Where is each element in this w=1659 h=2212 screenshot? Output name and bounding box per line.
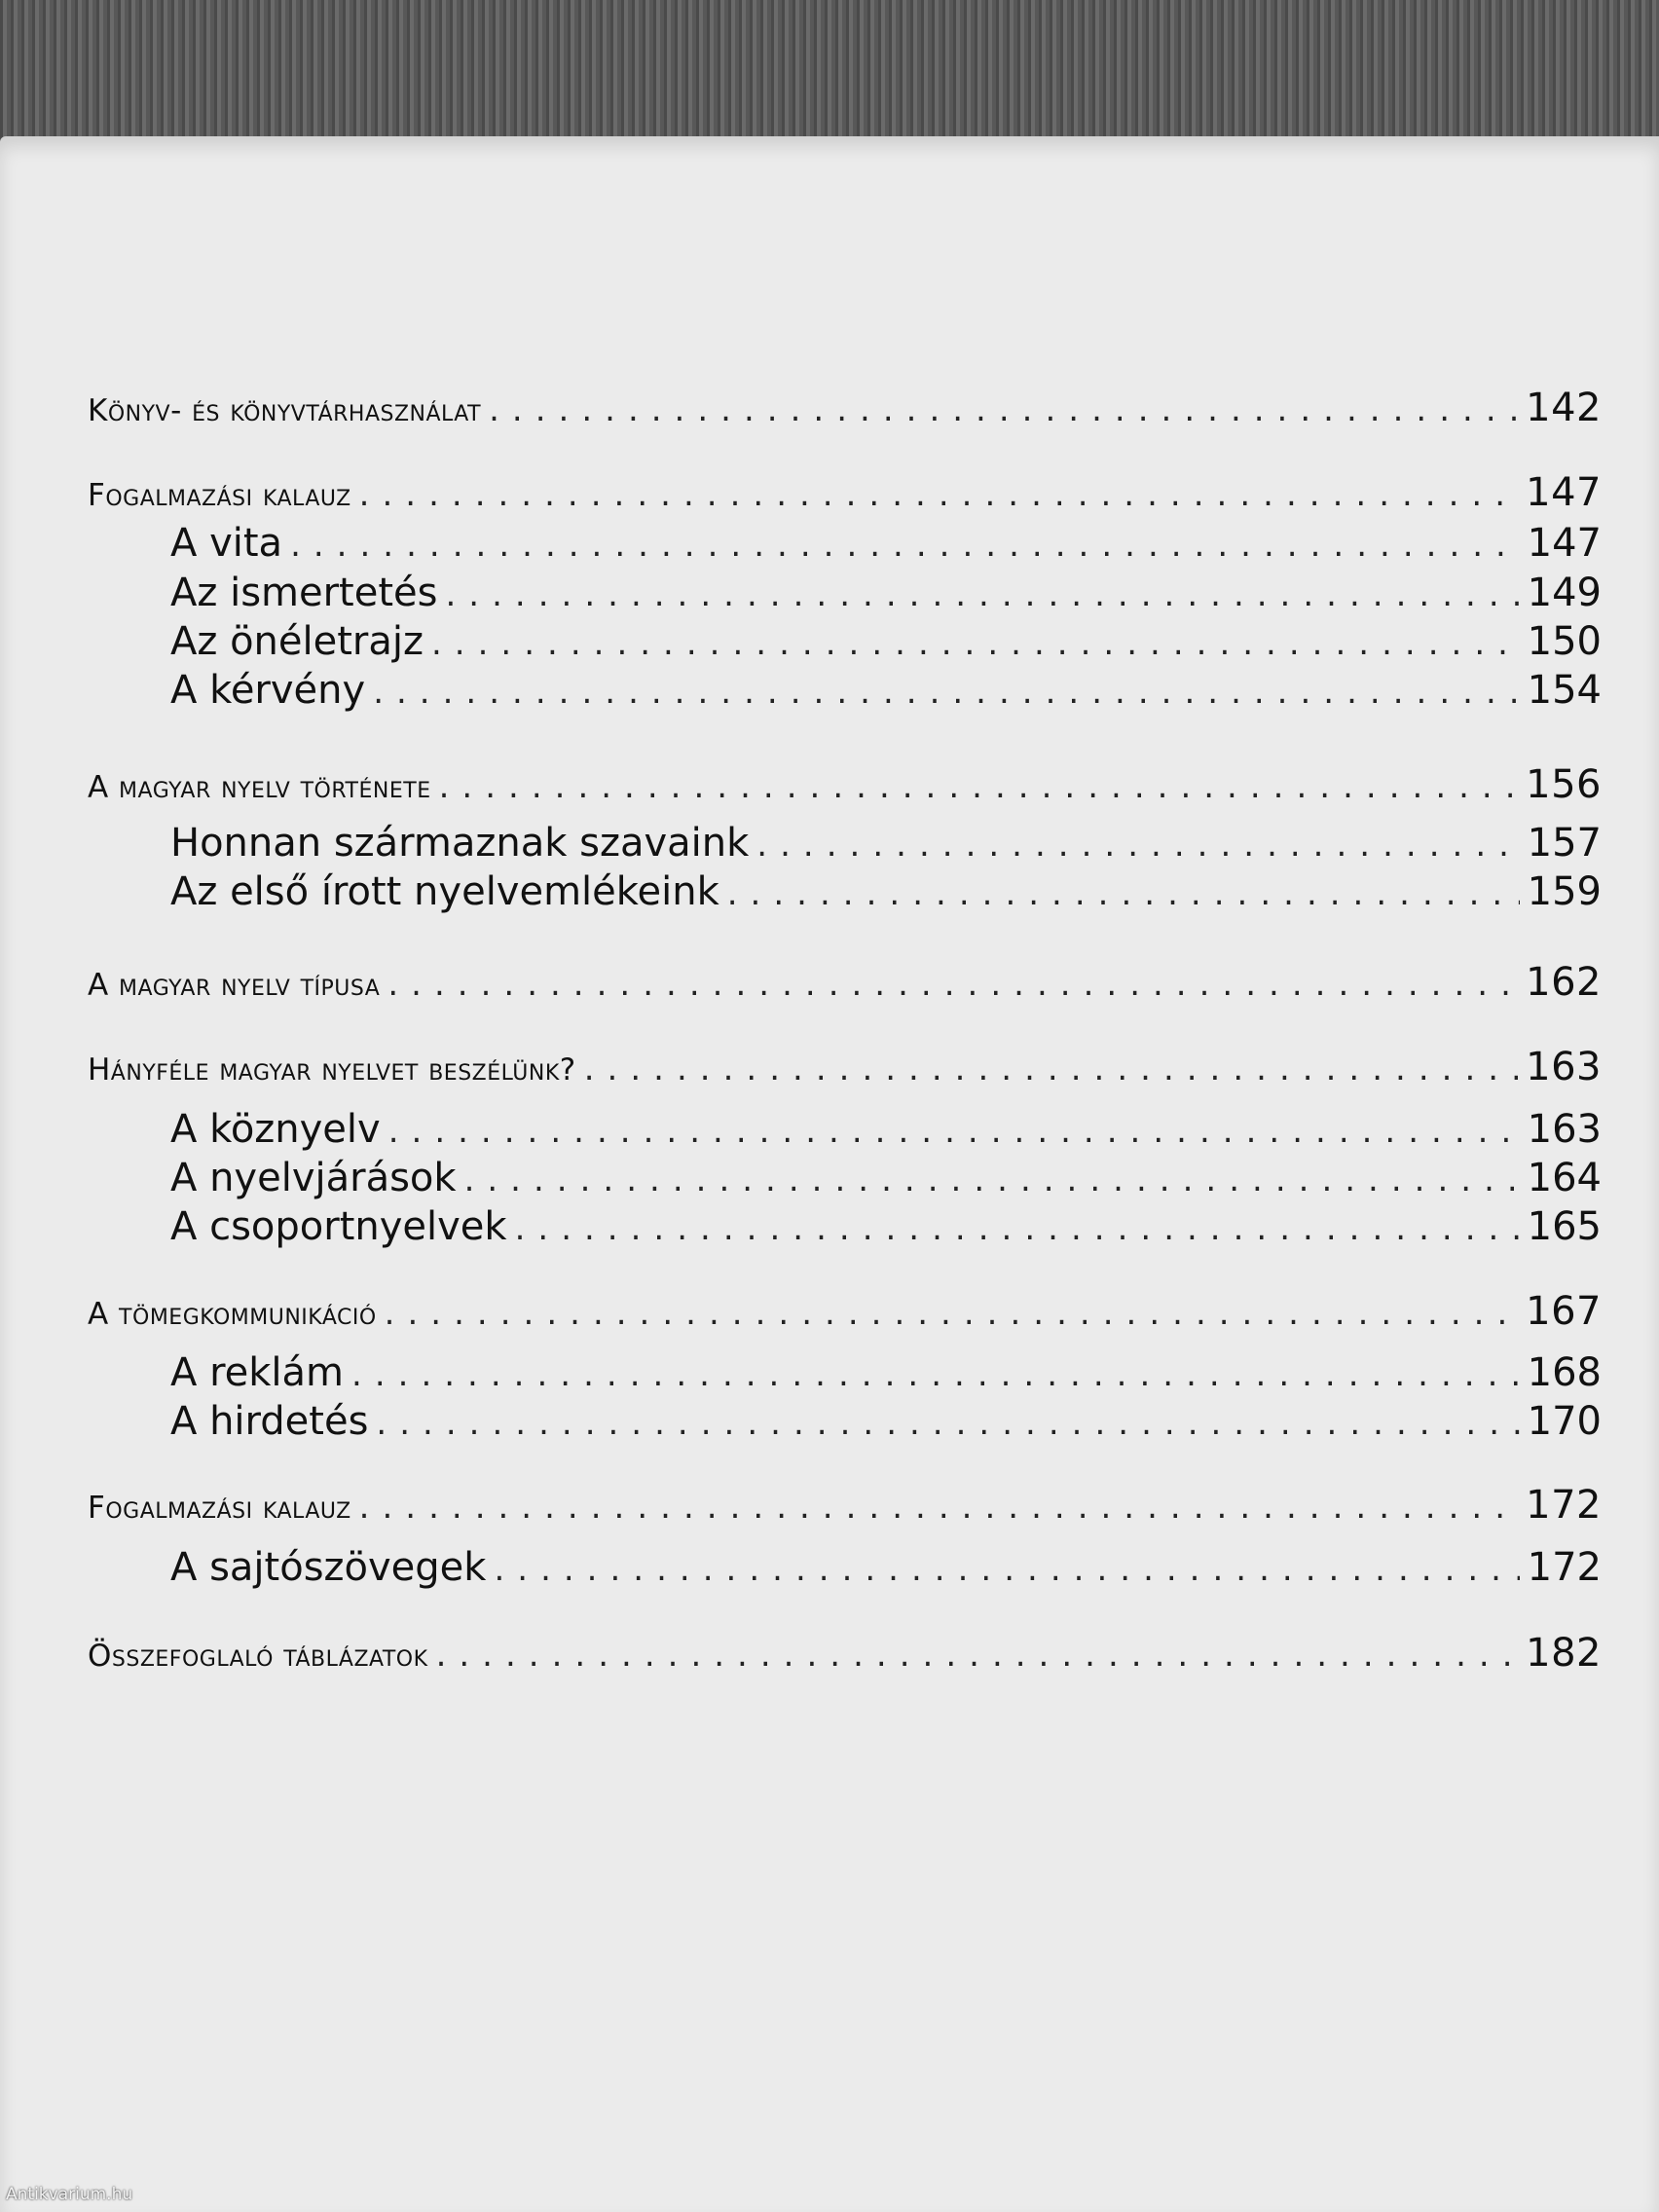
leader-dots — [359, 475, 1518, 514]
toc-entry-page: 154 — [1527, 668, 1602, 713]
leader-dots — [290, 526, 1520, 565]
leader-dots — [436, 1636, 1519, 1675]
toc-entry-page: 150 — [1527, 619, 1602, 664]
toc-entry-title: A magyar nyelv története — [88, 770, 431, 805]
toc-subentry — [170, 1350, 1602, 1395]
toc-subentry — [170, 821, 1602, 866]
toc-entry — [88, 470, 1602, 515]
toc-subentry — [170, 571, 1602, 615]
toc-entry — [88, 1631, 1602, 1676]
toc-entry-page: 149 — [1527, 571, 1602, 615]
toc-entry-title: A vita — [170, 521, 283, 566]
toc-entry-page: 163 — [1526, 1045, 1602, 1089]
leader-dots — [464, 1161, 1520, 1199]
leader-dots — [515, 1209, 1520, 1248]
toc-entry-title: A köznyelv — [170, 1107, 381, 1152]
leader-dots — [351, 1355, 1520, 1394]
toc-subentry — [170, 869, 1602, 914]
toc-entry-page: 163 — [1527, 1107, 1602, 1152]
toc-entry-title: A nyelvjárások — [170, 1156, 457, 1200]
toc-entry-page: 164 — [1527, 1156, 1602, 1200]
leader-dots — [373, 673, 1519, 712]
toc-entry — [88, 1045, 1602, 1089]
toc-subentry — [170, 1156, 1602, 1200]
toc-entry-page: 170 — [1527, 1399, 1602, 1444]
toc-entry-title: A hirdetés — [170, 1399, 369, 1444]
toc-subentry — [170, 1545, 1602, 1590]
toc-entry — [88, 386, 1602, 430]
toc-entry-page: 156 — [1526, 762, 1602, 807]
toc-entry-title: A kérvény — [170, 668, 366, 713]
toc-subentry — [170, 668, 1602, 713]
watermark: Antikvarium.hu — [6, 2185, 133, 2204]
toc-entry-title: A tömegkommunikáció — [88, 1297, 377, 1332]
toc-entry-title: Könyv- és könyvtárhasználat — [88, 393, 482, 428]
toc-entry-title: Az első írott nyelvemlékeink — [170, 869, 719, 914]
toc-subentry — [170, 521, 1602, 566]
leader-dots — [387, 965, 1518, 1004]
toc-entry — [88, 1289, 1602, 1334]
toc-entry-title: A csoportnyelvek — [170, 1204, 507, 1249]
leader-dots — [756, 826, 1519, 865]
toc-entry-title: A magyar nyelv típusa — [88, 968, 381, 1003]
toc-entry-title: Az önéletrajz — [170, 619, 424, 664]
toc-entry-page: 142 — [1526, 386, 1602, 430]
leader-dots — [385, 1294, 1518, 1333]
toc-subentry — [170, 619, 1602, 664]
leader-dots — [727, 874, 1520, 913]
toc-entry — [88, 1483, 1602, 1528]
toc-entry-title: Fogalmazási kalauz — [88, 478, 351, 513]
toc-entry-page: 162 — [1526, 960, 1602, 1005]
toc-subentry — [170, 1399, 1602, 1444]
leader-dots — [489, 390, 1518, 429]
leader-dots — [439, 767, 1519, 806]
toc-entry-title: Az ismertetés — [170, 571, 438, 615]
toc-entry-page: 159 — [1527, 869, 1602, 914]
toc-entry-page: 167 — [1526, 1289, 1602, 1334]
leader-dots — [445, 575, 1519, 614]
toc-entry-page: 172 — [1526, 1483, 1602, 1528]
toc-entry-title: A reklám — [170, 1350, 345, 1395]
leader-dots — [359, 1488, 1518, 1527]
leader-dots — [388, 1112, 1520, 1151]
toc-subentry — [170, 1204, 1602, 1249]
leader-dots — [584, 1050, 1518, 1088]
toc-entry-page: 172 — [1527, 1545, 1602, 1590]
toc-entry — [88, 960, 1602, 1005]
toc-entry-page: 157 — [1527, 821, 1602, 866]
leader-dots — [431, 624, 1520, 663]
toc-entry-page: 147 — [1526, 470, 1602, 515]
toc-entry-page: 182 — [1526, 1631, 1602, 1676]
toc-entry-title: Honnan származnak szavaink — [170, 821, 750, 866]
toc-subentry — [170, 1107, 1602, 1152]
toc-entry-title: Összefoglaló táblázatok — [88, 1639, 428, 1674]
toc-entry — [88, 762, 1602, 807]
toc-entry-page: 165 — [1527, 1204, 1602, 1249]
toc-entry-title: Hányféle magyar nyelvet beszélünk? — [88, 1052, 576, 1088]
toc-entry-title: Fogalmazási kalauz — [88, 1491, 351, 1526]
leader-dots — [494, 1550, 1519, 1589]
toc-entry-title: A sajtószövegek — [170, 1545, 487, 1590]
leader-dots — [376, 1404, 1519, 1443]
toc-entry-page: 168 — [1527, 1350, 1602, 1395]
toc-entry-page: 147 — [1527, 521, 1602, 566]
